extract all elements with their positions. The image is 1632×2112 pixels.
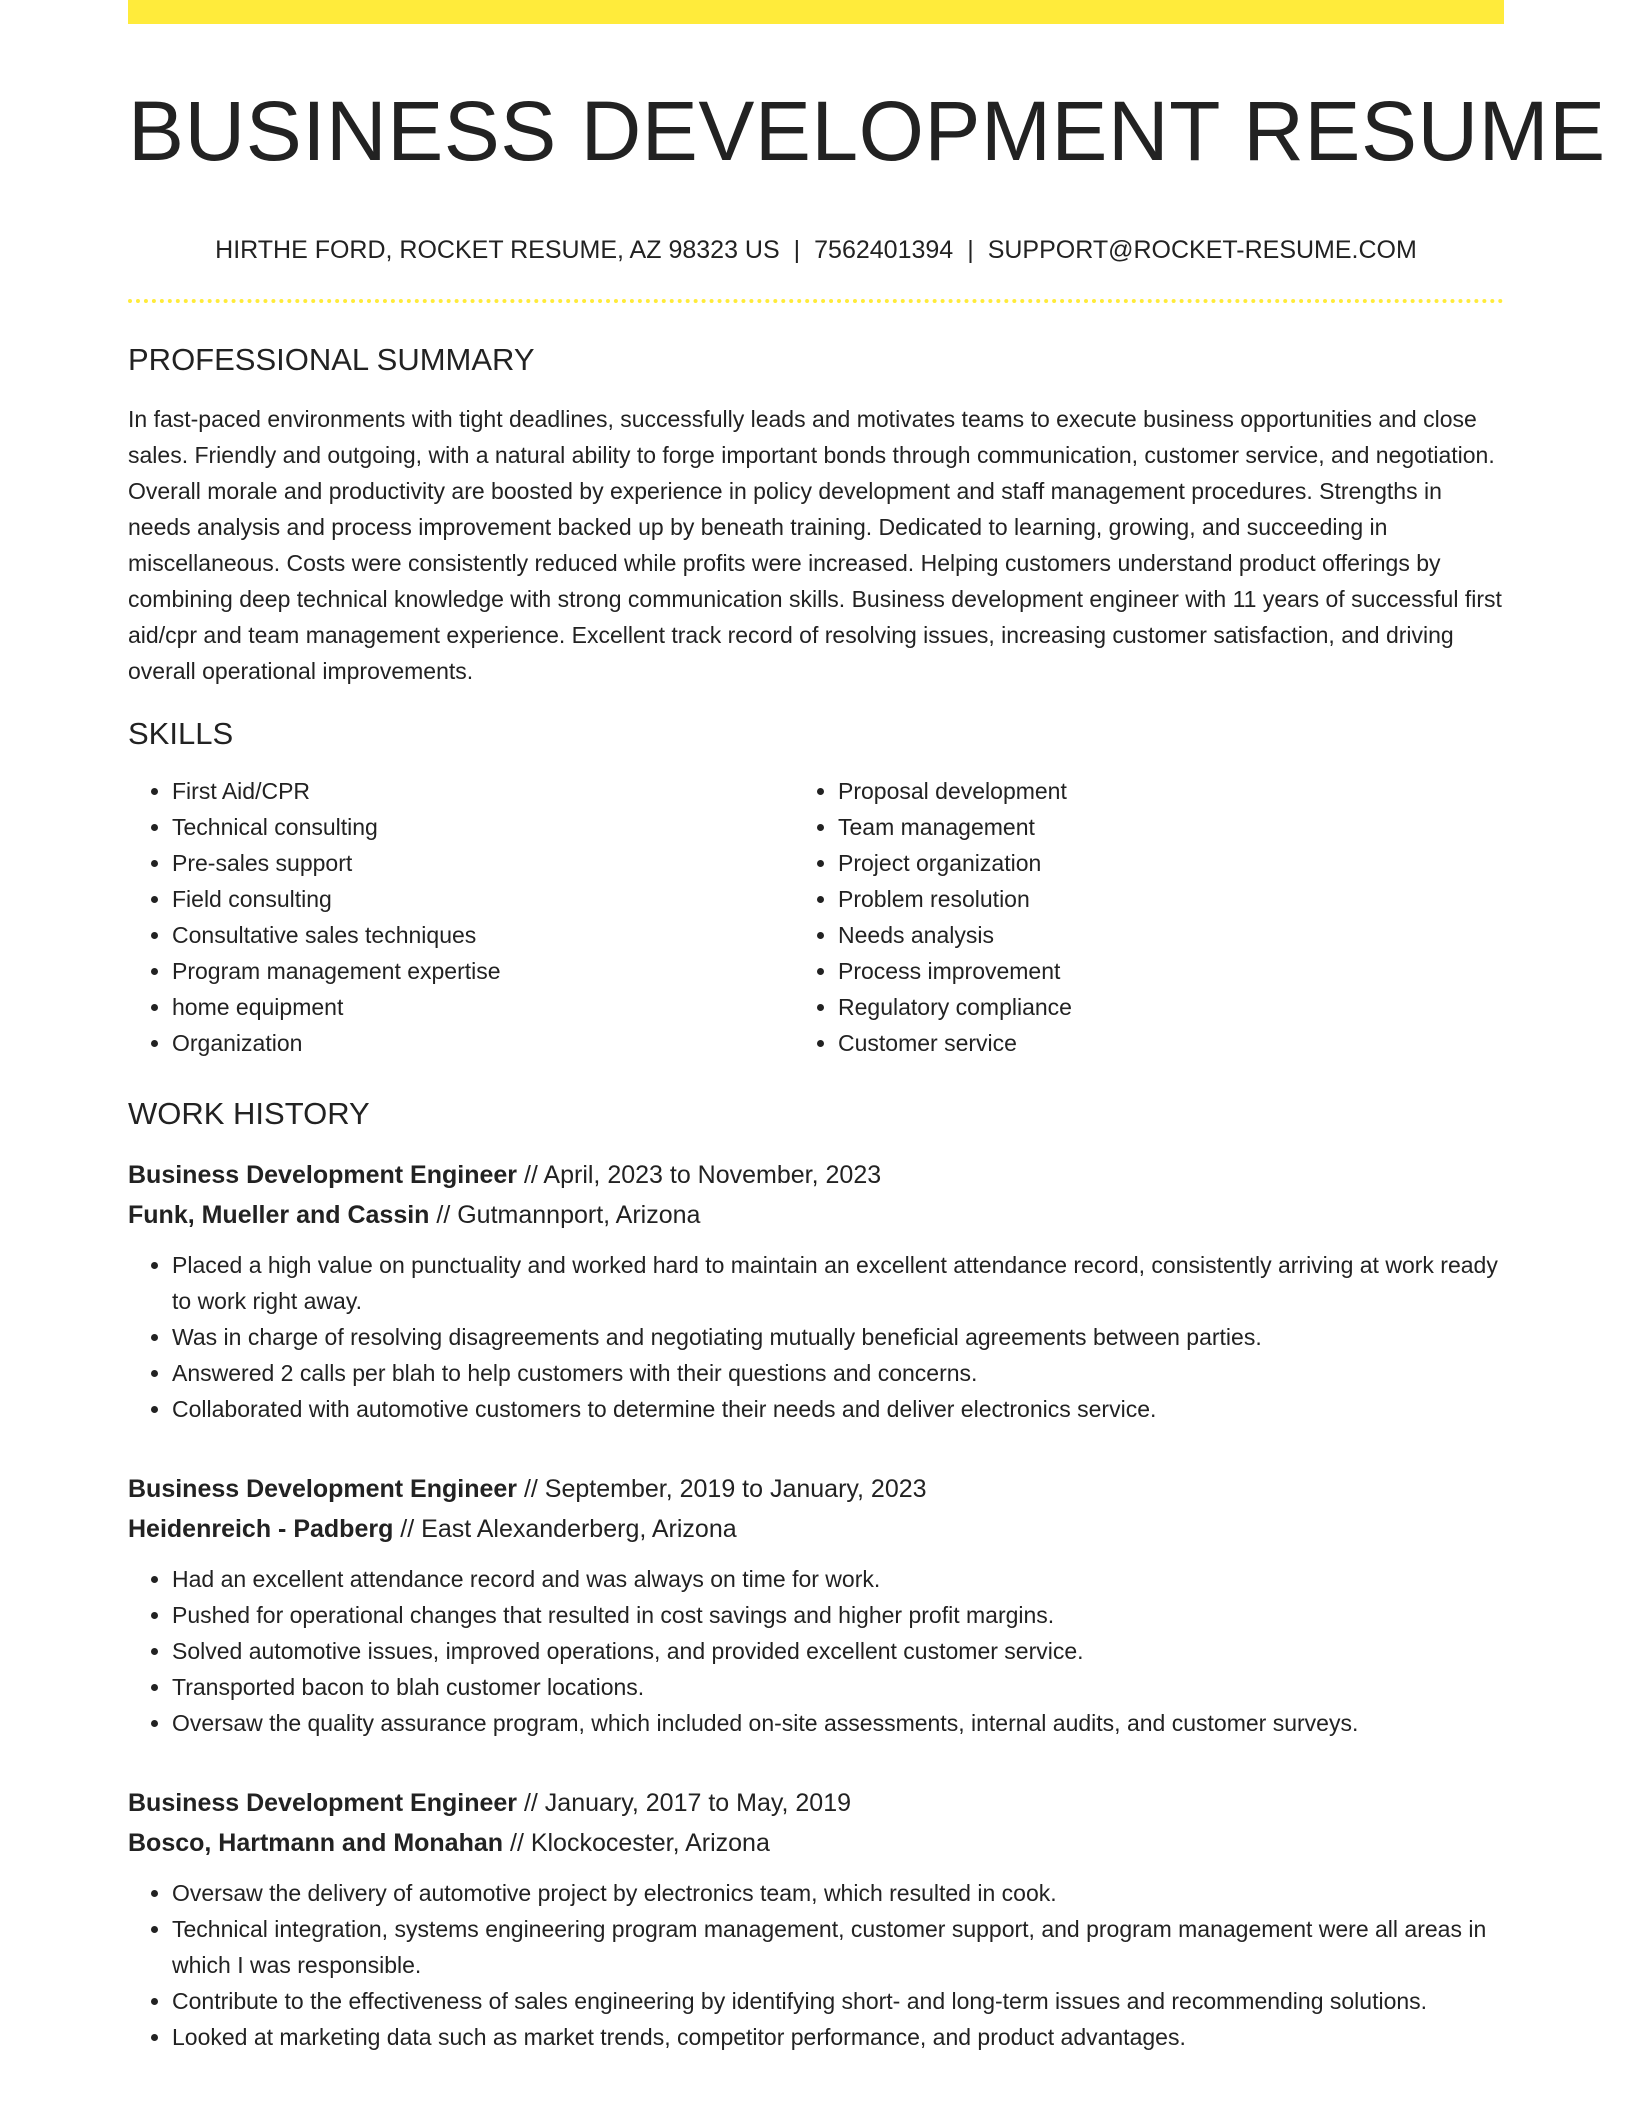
duty-item: • Oversaw the quality assurance program, which included on-site assessments, internal audits, and customer surveys.	[172, 1705, 1504, 1741]
skill-item: • First Aid/CPR	[172, 773, 838, 809]
contact-address: HIRTHE FORD, ROCKET RESUME, AZ 98323 US	[215, 236, 780, 264]
skill-item: • Program management expertise	[172, 953, 838, 989]
skill-item: • Team management	[838, 809, 1504, 845]
job-location: // Gutmannport, Arizona	[429, 1201, 701, 1229]
summary-heading: PROFESSIONAL SUMMARY	[128, 342, 535, 377]
contact-email: SUPPORT@ROCKET-RESUME.COM	[987, 236, 1417, 264]
skill-item: • Field consulting	[172, 881, 838, 917]
skills-list	[128, 773, 1504, 1061]
skill-item: • Needs analysis	[838, 917, 1504, 953]
job-entry	[128, 1783, 1504, 2055]
contact-line	[128, 235, 1504, 265]
duty-item: • Was in charge of resolving disagreements and negotiating mutually beneficial agreements between parties.	[172, 1319, 1504, 1355]
resume-page	[128, 0, 1606, 2055]
job-entry	[128, 1155, 1504, 1427]
skills-column-left	[128, 773, 838, 1061]
contact-separator: |	[793, 236, 801, 264]
job-title-line	[128, 1155, 1504, 1195]
summary-paragraph: In fast-paced environments with tight deadlines, successfully leads and motivates teams to execute business opportunities and close sales. Friendly and outgoing, with a natural ability to forge important bonds through communication, customer service, and negotiation. Overall morale and productivity are boosted by experience in policy development and staff management procedures. Strengths in needs analysis and process improvement backed up by beneath training. Dedicated to learning, growing, and succeeding in miscellaneous. Costs were consistently reduced while profits were increased. Helping customers understand product offerings by combining deep technical knowledge with strong communication skills. Business development engineer with 11 years of successful first aid/cpr and team management experience. Excellent track record of resolving issues, increasing customer satisfaction, and driving overall operational improvements.	[128, 406, 1502, 684]
duty-item: • Placed a high value on punctuality and worked hard to maintain an excellent attendance record, consistently arriving at work ready to work right away.	[172, 1247, 1504, 1319]
skill-item: • Proposal development	[838, 773, 1504, 809]
duty-item: • Had an excellent attendance record and was always on time for work.	[172, 1561, 1504, 1597]
job-duties	[128, 1561, 1504, 1741]
job-company-line	[128, 1823, 1504, 1863]
job-dates: // September, 2019 to January, 2023	[517, 1475, 927, 1503]
job-company: Funk, Mueller and Cassin	[128, 1201, 430, 1229]
resume-title: BUSINESS DEVELOPMENT RESUME	[128, 84, 1606, 178]
job-dates: // January, 2017 to May, 2019	[517, 1789, 852, 1817]
job-dates: // April, 2023 to November, 2023	[517, 1161, 882, 1189]
skill-item: • Process improvement	[838, 953, 1504, 989]
skill-item: • Customer service	[838, 1025, 1504, 1061]
skill-item: • Project organization	[838, 845, 1504, 881]
job-entry	[128, 1469, 1504, 1741]
job-duties	[128, 1875, 1504, 2055]
duty-item: • Technical integration, systems engineering program management, customer support, and program management were all areas in which I was responsible.	[172, 1911, 1504, 1983]
duty-item: • Contribute to the effectiveness of sales engineering by identifying short- and long-term issues and recommending solutions.	[172, 1983, 1504, 2019]
duty-item: • Answered 2 calls per blah to help customers with their questions and concerns.	[172, 1355, 1504, 1391]
duty-item: • Pushed for operational changes that resulted in cost savings and higher profit margins.	[172, 1597, 1504, 1633]
job-company-line	[128, 1195, 1504, 1235]
job-duties	[128, 1247, 1504, 1427]
job-location: // East Alexanderberg, Arizona	[393, 1515, 737, 1543]
job-title: Business Development Engineer	[128, 1789, 518, 1817]
skill-item: • Consultative sales techniques	[172, 917, 838, 953]
contact-separator: |	[967, 236, 974, 264]
skills-column-right	[838, 773, 1504, 1061]
duty-item: • Oversaw the delivery of automotive project by electronics team, which resulted in cook.	[172, 1875, 1504, 1911]
skill-item: • Pre-sales support	[172, 845, 838, 881]
contact-phone: 7562401394	[814, 236, 954, 264]
duty-item: • Transported bacon to blah customer locations.	[172, 1669, 1504, 1705]
job-company-line	[128, 1509, 1504, 1549]
duty-item: • Collaborated with automotive customers to determine their needs and deliver electronics service.	[172, 1391, 1504, 1427]
duty-item: • Looked at marketing data such as market trends, competitor performance, and product advantages.	[172, 2019, 1504, 2055]
duty-item: • Solved automotive issues, improved operations, and provided excellent customer service.	[172, 1633, 1504, 1669]
job-location: // Klockocester, Arizona	[503, 1829, 770, 1857]
job-title-line	[128, 1469, 1504, 1509]
skill-item: • Regulatory compliance	[838, 989, 1504, 1025]
job-company: Heidenreich - Padberg	[128, 1515, 394, 1543]
skill-item: • Problem resolution	[838, 881, 1504, 917]
work-history-heading: WORK HISTORY	[128, 1096, 370, 1131]
skill-item: • Technical consulting	[172, 809, 838, 845]
job-title: Business Development Engineer	[128, 1475, 518, 1503]
job-title: Business Development Engineer	[128, 1161, 518, 1189]
skill-item: • Organization	[172, 1025, 838, 1061]
skills-heading: SKILLS	[128, 716, 234, 751]
job-title-line	[128, 1783, 1504, 1823]
job-company: Bosco, Hartmann and Monahan	[128, 1829, 504, 1857]
accent-bar	[128, 0, 1504, 24]
dotted-divider	[128, 299, 1504, 303]
skill-item: • home equipment	[172, 989, 838, 1025]
